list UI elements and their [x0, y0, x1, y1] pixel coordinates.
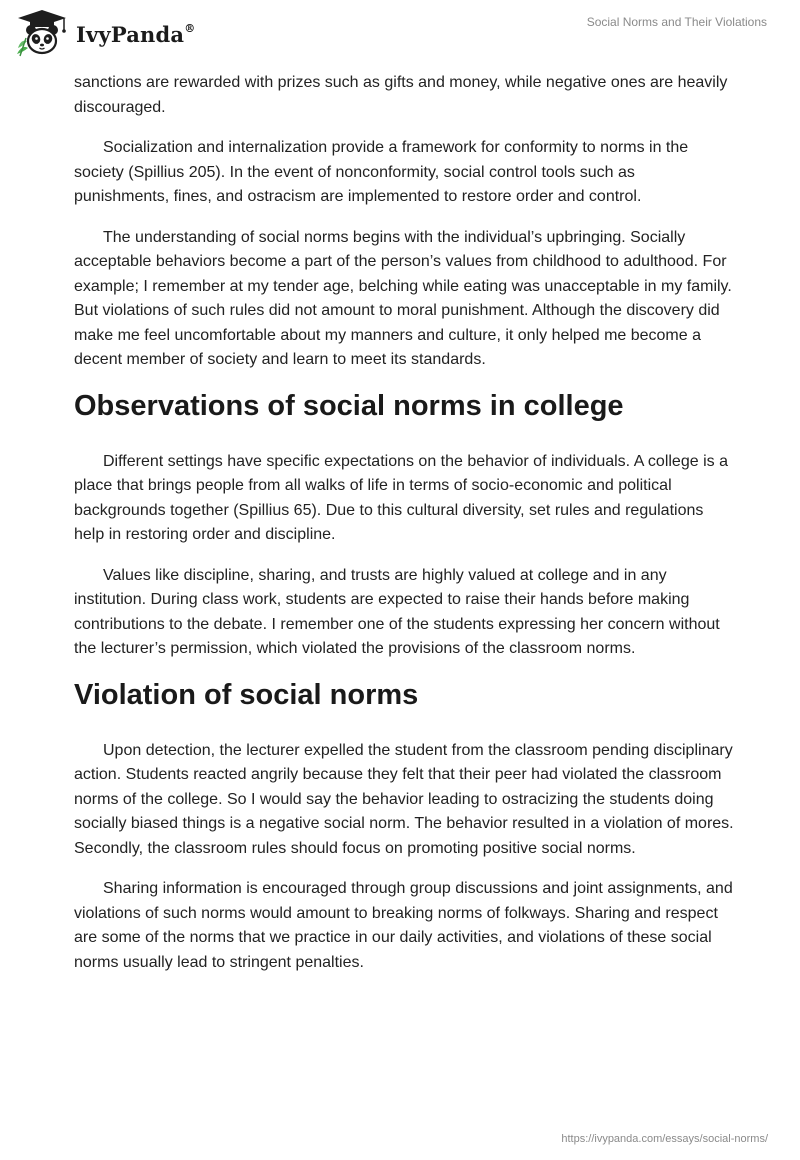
essay-body: [74, 71, 734, 991]
section-heading: Violation of social norms: [74, 678, 419, 711]
source-url[interactable]: https://ivypanda.com/essays/social-norms/: [561, 1133, 768, 1145]
page-header: [0, 0, 800, 70]
panda-graduate-icon: [14, 8, 70, 58]
paragraph: Sharing information is encouraged through group discussions and joint assignments, and violations of such norms would amount to breaking norms of folkways. Sharing and respect are some of the norms that we practice in our daily activities, and violations of these social norms usually lead to stringent penalties.: [74, 880, 733, 971]
registered-mark: ®: [184, 21, 196, 35]
section-heading: Observations of social norms in college: [74, 389, 624, 422]
paragraph: Socialization and internalization provide a framework for conformity to norms in the society (Spillius 205). In the event of nonconformity, social control tools such as punishments, fines, and ostracism are implemented to restore order and control.: [74, 139, 689, 205]
brand-name: IvyPanda®: [76, 21, 196, 47]
paragraph: The understanding of social norms begins with the individual’s upbringing. Socially acceptable behaviors become a part of the person’s values from childhood to adulthood. For example; I remember at my tender age, belching while eating was unacceptable in my family. But violations of such rules did not amount to moral punishment. Although the discovery did make me feel uncomfortable about my manners and culture, it only helped me become a decent member of society and learn to meet its standards.: [74, 228, 732, 368]
ivypanda-logo[interactable]: [14, 8, 195, 58]
paragraph: sanctions are rewarded with prizes such as gifts and money, while negative ones are heavily discouraged.: [74, 74, 728, 116]
paragraph: Values like discipline, sharing, and trusts are highly valued at college and in any institution. During class work, students are expected to raise their hands before making contributions to the debate. I remember one of the students expressing her concern without the lecturer’s permission, which violated the provisions of the classroom norms.: [74, 566, 720, 657]
document-title: Social Norms and Their Violations: [586, 15, 767, 29]
paragraph: Upon detection, the lecturer expelled the student from the classroom pending disciplinary action. Students reacted angrily because they felt that their peer had violated the classroom norms of the college. So I would say the behavior leading to ostracizing the students doing socially biased things is a negative social norm. The behavior resulted in a violation of mores. Secondly, the classroom rules should focus on promoting positive social norms.: [74, 741, 734, 857]
paragraph: Different settings have specific expectations on the behavior of individuals. A college is a place that brings people from all walks of life in terms of socio-economic and political backgrounds together (Spillius 65). Due to this cultural diversity, set rules and regulations help in restoring order and discipline.: [74, 452, 728, 543]
